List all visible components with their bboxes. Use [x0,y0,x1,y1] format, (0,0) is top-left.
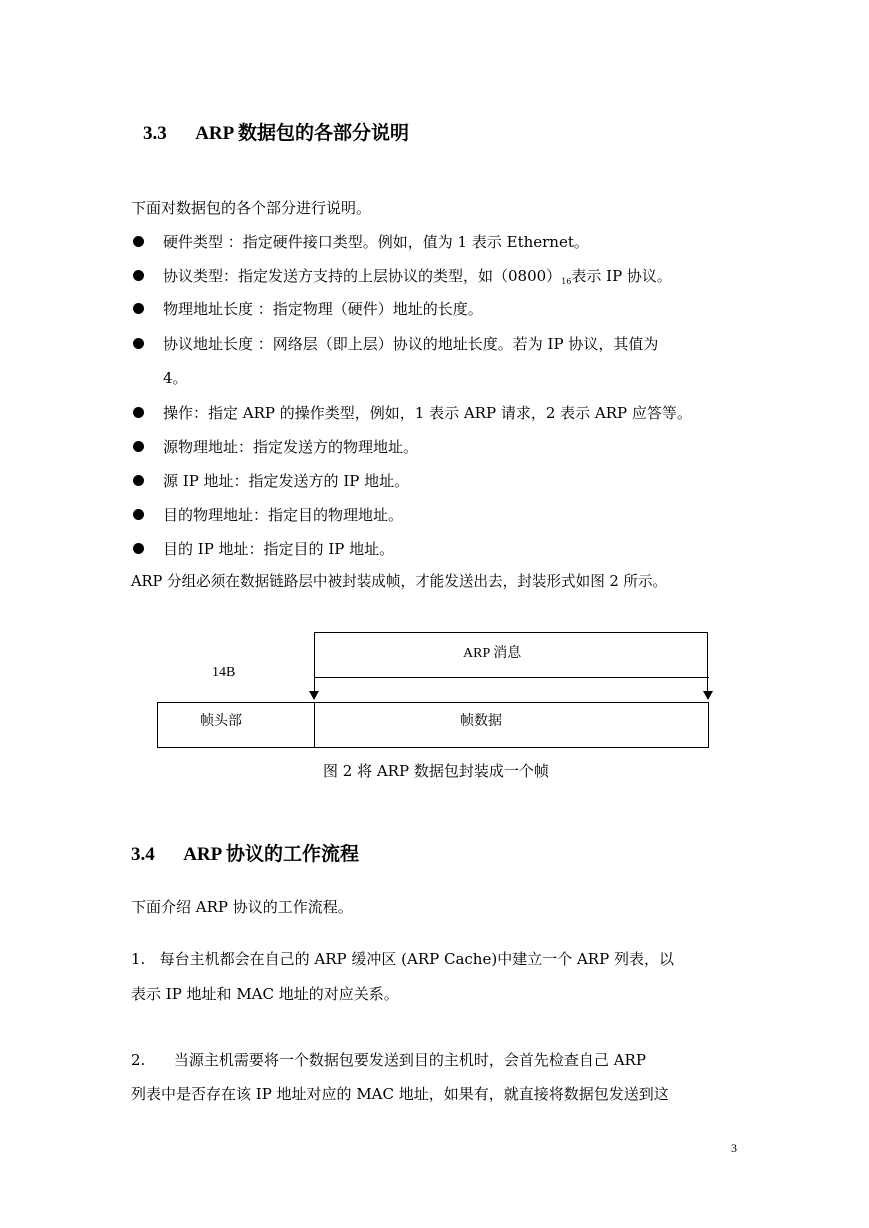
bullet-icon [133,407,144,418]
step-item-line: 表示 IP 地址和 MAC 地址的对应关系。 [131,985,399,1003]
bullet-icon [133,338,144,349]
frame-data-box [314,702,709,748]
intro-paragraph-3-4: 下面介绍 ARP 协议的工作流程。 [131,898,353,916]
bullet-icon [133,441,144,452]
frame-header-label: 帧头部 [200,714,242,729]
intro-paragraph: 下面对数据包的各个部分进行说明。 [131,199,372,217]
section-title: ARP 协议的工作流程 [183,844,359,865]
bullet-icon [133,509,144,520]
arp-message-label: ARP 消息 [463,646,522,661]
arrow-down-icon [309,691,320,701]
section-title: ARP 数据包的各部分说明 [195,123,409,144]
bullet-icon [133,475,144,486]
bullet-icon [133,303,144,314]
step-item-line: 1. 每台主机都会在自己的 ARP 缓冲区 (ARP Cache)中建立一个 ARP 列表，以 [131,950,674,968]
step-item-line: 2. 当源主机需要将一个数据包要发送到目的主机时，会首先检查自己 ARP [131,1051,646,1069]
arrow-down-icon [703,691,714,701]
frame-data-label: 帧数据 [460,714,502,729]
bullet-icon [133,236,144,247]
arp-message-divider [314,677,709,678]
section-heading-3-4 [131,839,359,866]
figure-caption: 图 2 将 ARP 数据包封装成一个帧 [323,762,549,780]
section-heading-3-3 [143,118,409,145]
bullet-icon [133,270,144,281]
section-number: 3.3 [143,123,167,144]
page-number: 3 [731,1141,737,1155]
bullet-icon [133,543,144,554]
header-size-label: 14B [212,665,236,680]
encapsulation-paragraph: ARP 分组必须在数据链路层中被封装成帧，才能发送出去，封装形式如图 2 所示。 [131,573,668,590]
step-item-line: 列表中是否存在该 IP 地址对应的 MAC 地址，如果有，就直接将数据包发送到这 [131,1085,669,1103]
section-number: 3.4 [131,844,155,865]
